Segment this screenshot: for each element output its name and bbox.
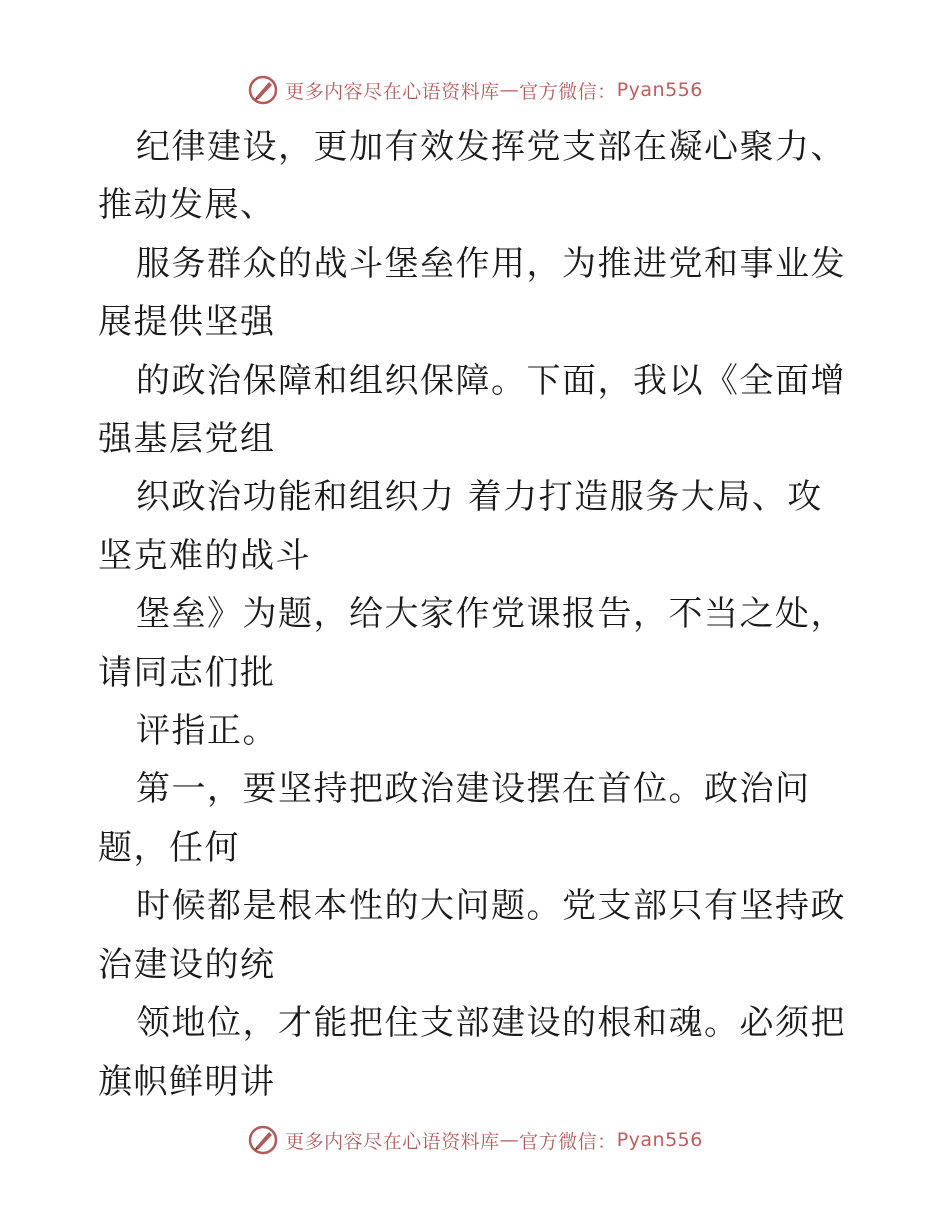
paragraph-1-line-1: 纪律建设，更加有效发挥党支部在凝心聚力、推 bbox=[98, 127, 846, 226]
watermark-brand: 更多内容尽在心语资料库 bbox=[285, 1130, 500, 1153]
paragraph-9 bbox=[98, 994, 858, 1111]
paragraph-4 bbox=[98, 468, 858, 585]
watermark-wechat-id: Pyan556 bbox=[616, 79, 703, 101]
paragraph-6-line-1: 评指正。 bbox=[136, 711, 278, 752]
paragraph-2-line-2: 提供坚强 bbox=[133, 302, 276, 343]
paragraph-1-line-2: 动发展、 bbox=[133, 185, 276, 226]
document-body bbox=[98, 118, 858, 1111]
paragraph-2-line-1: 服务群众的战斗堡垒作用，为推进党和事业发展 bbox=[98, 243, 846, 343]
paragraph-7 bbox=[98, 760, 858, 877]
paragraph-9-line-1: 领地位，才能把住支部建设的根和魂。必须把旗 bbox=[98, 1003, 846, 1102]
paragraph-5 bbox=[98, 585, 858, 702]
watermark-brand: 更多内容尽在心语资料库 bbox=[285, 80, 500, 103]
paragraph-3-line-1: 的政治保障和组织保障。下面，我以《全面增强 bbox=[98, 360, 846, 460]
watermark-official-label: 官方微信： bbox=[519, 1130, 617, 1153]
paragraph-4-line-1: 织政治功能和组织力 着力打造服务大局、攻坚 bbox=[98, 477, 823, 576]
paragraph-8-line-1: 时候都是根本性的大问题。党支部只有坚持政治 bbox=[98, 886, 846, 985]
pen-logo-icon bbox=[247, 1124, 279, 1156]
paragraph-3-line-2: 基层党组 bbox=[133, 419, 276, 460]
watermark-dash: — bbox=[499, 1129, 520, 1151]
paragraph-3 bbox=[98, 352, 858, 469]
paragraph-8-line-2: 建设的统 bbox=[133, 944, 276, 985]
paragraph-9-line-2: 帜鲜明讲 bbox=[133, 1061, 276, 1102]
watermark-wechat-id: Pyan556 bbox=[616, 1129, 703, 1151]
footer-watermark bbox=[0, 1120, 950, 1160]
paragraph-5-line-1: 堡垒》为题，给大家作党课报告，不当之处，请 bbox=[98, 594, 846, 693]
paragraph-5-line-2: 同志们批 bbox=[133, 652, 276, 693]
pen-logo-icon bbox=[247, 74, 279, 106]
paragraph-1 bbox=[98, 118, 858, 235]
paragraph-6 bbox=[98, 702, 858, 760]
paragraph-4-line-2: 克难的战斗 bbox=[133, 535, 311, 576]
paragraph-7-line-2: 任何 bbox=[169, 827, 240, 868]
watermark-dash: — bbox=[499, 79, 520, 101]
paragraph-8 bbox=[98, 877, 858, 994]
paragraph-2 bbox=[98, 235, 858, 352]
paragraph-7-line-1: 第一，要坚持把政治建设摆在首位。政治问题， bbox=[98, 769, 811, 868]
header-watermark bbox=[0, 70, 950, 110]
watermark-official-label: 官方微信： bbox=[519, 80, 617, 103]
